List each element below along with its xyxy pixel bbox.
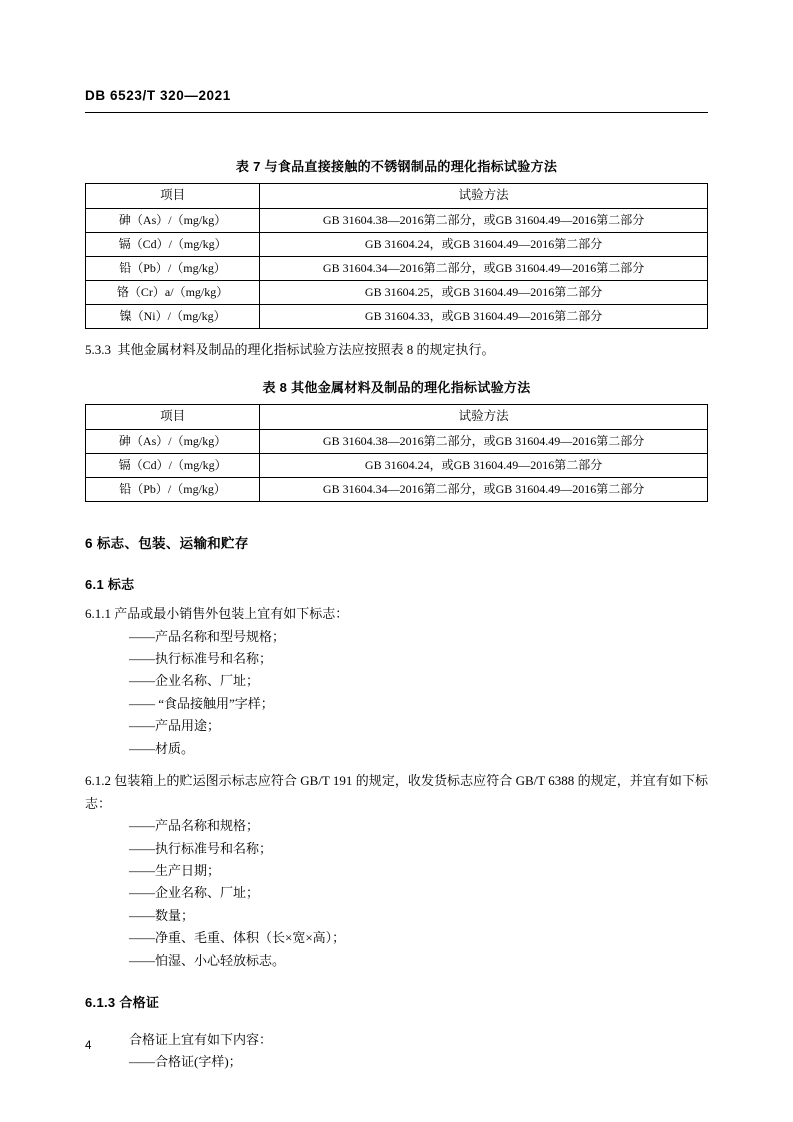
page-number: 4 <box>85 1040 92 1052</box>
table8 <box>85 404 708 502</box>
table-header-row <box>86 405 708 430</box>
table8-cell-item: 铅（Pb）/（mg/kg） <box>86 478 260 502</box>
clause-6-1-3-list <box>85 1029 708 1074</box>
table7-cell-method: GB 31604.34—2016第二部分，或GB 31604.49—2016第二部分 <box>260 256 708 280</box>
table7-cell-item: 镉（Cd）/（mg/kg） <box>86 232 260 256</box>
list-item: ——材质。 <box>129 740 195 756</box>
table8-header-method: 试验方法 <box>260 405 708 430</box>
table8-cell-method: GB 31604.38—2016第二部分，或GB 31604.49—2016第二部分 <box>260 430 708 454</box>
list-item: ——数量； <box>129 907 195 923</box>
clause-6-1-heading: 6.1 标志 <box>85 577 135 592</box>
table7-cell-item: 铬（Cr）a/（mg/kg） <box>86 280 260 304</box>
clause-5-3-3 <box>85 339 708 362</box>
list-item: ——企业名称、厂址； <box>129 885 260 901</box>
table7-cell-method: GB 31604.25，或GB 31604.49—2016第二部分 <box>260 280 708 304</box>
list-item: ——怕湿、小心轻放标志。 <box>129 952 286 968</box>
clause-6-1-1-list <box>85 626 708 760</box>
page-header: DB 6523/T 320—2021 <box>85 88 231 103</box>
table-row <box>86 454 708 478</box>
table7-cell-method: GB 31604.38—2016第二部分，或GB 31604.49—2016第二部分 <box>260 208 708 232</box>
clause-6-1-3-lead: 合格证上宜有如下内容： <box>129 1031 273 1047</box>
table8-cell-method: GB 31604.24，或GB 31604.49—2016第二部分 <box>260 454 708 478</box>
table-row <box>86 304 708 328</box>
list-item: —— “食品接触用”字样； <box>129 695 274 711</box>
list-item: ——产品名称和型号规格； <box>129 628 286 644</box>
table8-body <box>86 430 708 502</box>
table8-cell-item: 镉（Cd）/（mg/kg） <box>86 454 260 478</box>
list-item: ——生产日期； <box>129 863 221 879</box>
table-row <box>86 478 708 502</box>
header-divider <box>85 112 708 113</box>
table8-header-item: 项目 <box>86 405 260 430</box>
table7-cell-item: 铅（Pb）/（mg/kg） <box>86 256 260 280</box>
table7-cell-item: 砷（As）/（mg/kg） <box>86 208 260 232</box>
table7-cell-method: GB 31604.33，或GB 31604.49—2016第二部分 <box>260 304 708 328</box>
table7-header-method: 试验方法 <box>260 184 708 209</box>
list-item: ——执行标准号和名称； <box>129 840 273 856</box>
list-item: ——合格证(字样)； <box>129 1054 242 1070</box>
table7-cell-item: 镍（Ni）/（mg/kg） <box>86 304 260 328</box>
table8-caption: 表 8 其他金属材料及制品的理化指标试验方法 <box>262 380 531 396</box>
page-content <box>85 140 708 1074</box>
table-row <box>86 280 708 304</box>
clause-6-1-2-lead: 6.1.2 包装箱上的贮运图示标志应符合 GB/T 191 的规定，收发货标志应符合 GB/T 6388 的规定，并宜有如下标志： <box>85 772 708 811</box>
table-row <box>86 208 708 232</box>
table8-cell-method: GB 31604.34—2016第二部分，或GB 31604.49—2016第二部分 <box>260 478 708 502</box>
table7-caption: 表 7 与食品直接接触的不锈钢制品的理化指标试验方法 <box>235 159 558 174</box>
table-row <box>86 232 708 256</box>
table8-cell-item: 砷（As）/（mg/kg） <box>86 430 260 454</box>
table7-cell-method: GB 31604.24，或GB 31604.49—2016第二部分 <box>260 232 708 256</box>
table7-header-item: 项目 <box>86 184 260 209</box>
clause-5-3-3-number: 5.3.3 <box>85 341 111 357</box>
table7-body <box>86 208 708 328</box>
table-row <box>86 430 708 454</box>
list-item: ——净重、毛重、体积（长×宽×高）； <box>129 930 346 946</box>
spacer <box>85 1011 708 1029</box>
clause-6-1-1-lead: 6.1.1 产品或最小销售外包装上宜有如下标志： <box>85 606 349 621</box>
table7-head <box>86 184 708 209</box>
clause-5-3-3-text: 其他金属材料及制品的理化指标试验方法应按照表 8 的规定执行。 <box>117 341 495 357</box>
clause-6-1-3-heading: 6.1.3 合格证 <box>85 994 160 1010</box>
table7 <box>85 183 708 329</box>
table-header-row <box>86 184 708 209</box>
clause-6-heading: 6 标志、包装、运输和贮存 <box>85 536 249 551</box>
table-row <box>86 256 708 280</box>
list-item: ——产品用途； <box>129 718 221 734</box>
list-item: ——产品名称和规格； <box>129 818 260 834</box>
list-item: ——企业名称、厂址； <box>129 673 260 689</box>
clause-6-1-2-list <box>85 815 708 972</box>
table8-head <box>86 405 708 430</box>
list-item: ——执行标准号和名称； <box>129 651 273 667</box>
